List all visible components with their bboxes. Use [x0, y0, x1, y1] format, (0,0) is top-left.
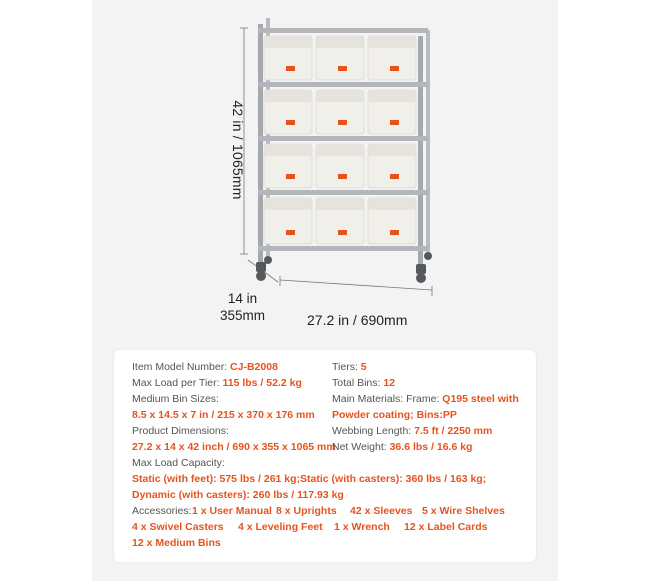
accessory-item: 1 x Wrench: [334, 521, 390, 533]
width-dimension: 27.2 in / 690mm: [307, 312, 408, 328]
tiers-value: 5: [360, 361, 367, 373]
net-weight-row: [332, 441, 472, 454]
depth-mm: 355mm: [220, 308, 266, 323]
max-load-row: [132, 377, 302, 390]
max-load-label: Max Load per Tier:: [132, 377, 220, 389]
accessory-item: 4 x Swivel Casters: [132, 521, 224, 533]
accessory-item: 12 x Label Cards: [404, 521, 488, 533]
max-capacity-value-2: Dynamic (with casters): 260 lbs / 117.93 kg: [132, 489, 344, 501]
materials-value-1: Q195 steel with: [442, 393, 519, 405]
max-capacity-label: Max Load Capacity:: [132, 457, 225, 469]
accessory-item: 4 x Leveling Feet: [238, 521, 323, 533]
model-label: Item Model Number:: [132, 361, 228, 373]
webbing-row: [332, 425, 492, 438]
product-dims-label: Product Dimensions:: [132, 425, 229, 437]
tiers-label: Tiers:: [332, 361, 358, 373]
total-bins-label: Total Bins:: [332, 377, 381, 389]
tiers-row: [332, 361, 367, 374]
product-dims-value: 27.2 x 14 x 42 inch / 690 x 355 x 1065 mm: [132, 441, 336, 453]
accessory-item: 42 x Sleeves: [350, 505, 413, 517]
accessory-item: 8 x Uprights: [276, 505, 337, 517]
materials-value-2: Powder coating; Bins:PP: [332, 409, 457, 421]
accessory-item: 1 x User Manual: [192, 505, 272, 517]
materials-row: [332, 393, 519, 406]
accessory-item: 12 x Medium Bins: [132, 537, 221, 549]
net-weight-value: 36.6 lbs / 16.6 kg: [389, 441, 473, 453]
accessories-label: Accessories:: [132, 505, 192, 517]
net-weight-label: Net Weight:: [332, 441, 387, 453]
bin-sizes-value: 8.5 x 14.5 x 7 in / 215 x 370 x 176 mm: [132, 409, 315, 421]
accessory-item: 5 x Wire Shelves: [422, 505, 505, 517]
webbing-value: 7.5 ft / 2250 mm: [414, 425, 493, 437]
max-load-value: 115 lbs / 52.2 kg: [222, 377, 302, 389]
model-value: CJ-B2008: [230, 361, 278, 373]
bin-sizes-label: Medium Bin Sizes:: [132, 393, 219, 405]
depth-dimension: [220, 290, 265, 324]
depth-in: 14 in: [227, 291, 258, 306]
spec-card: [114, 350, 536, 562]
total-bins-value: 12: [383, 377, 396, 389]
materials-label: Main Materials: Frame:: [332, 393, 440, 405]
webbing-label: Webbing Length:: [332, 425, 412, 437]
height-dimension: 42 in / 1065mm: [230, 100, 246, 200]
max-capacity-value-1: Static (with feet): 575 lbs / 261 kg;Static (with casters): 360 lbs / 163 kg;: [132, 473, 487, 485]
model-row: [132, 361, 278, 374]
total-bins-row: [332, 377, 395, 390]
